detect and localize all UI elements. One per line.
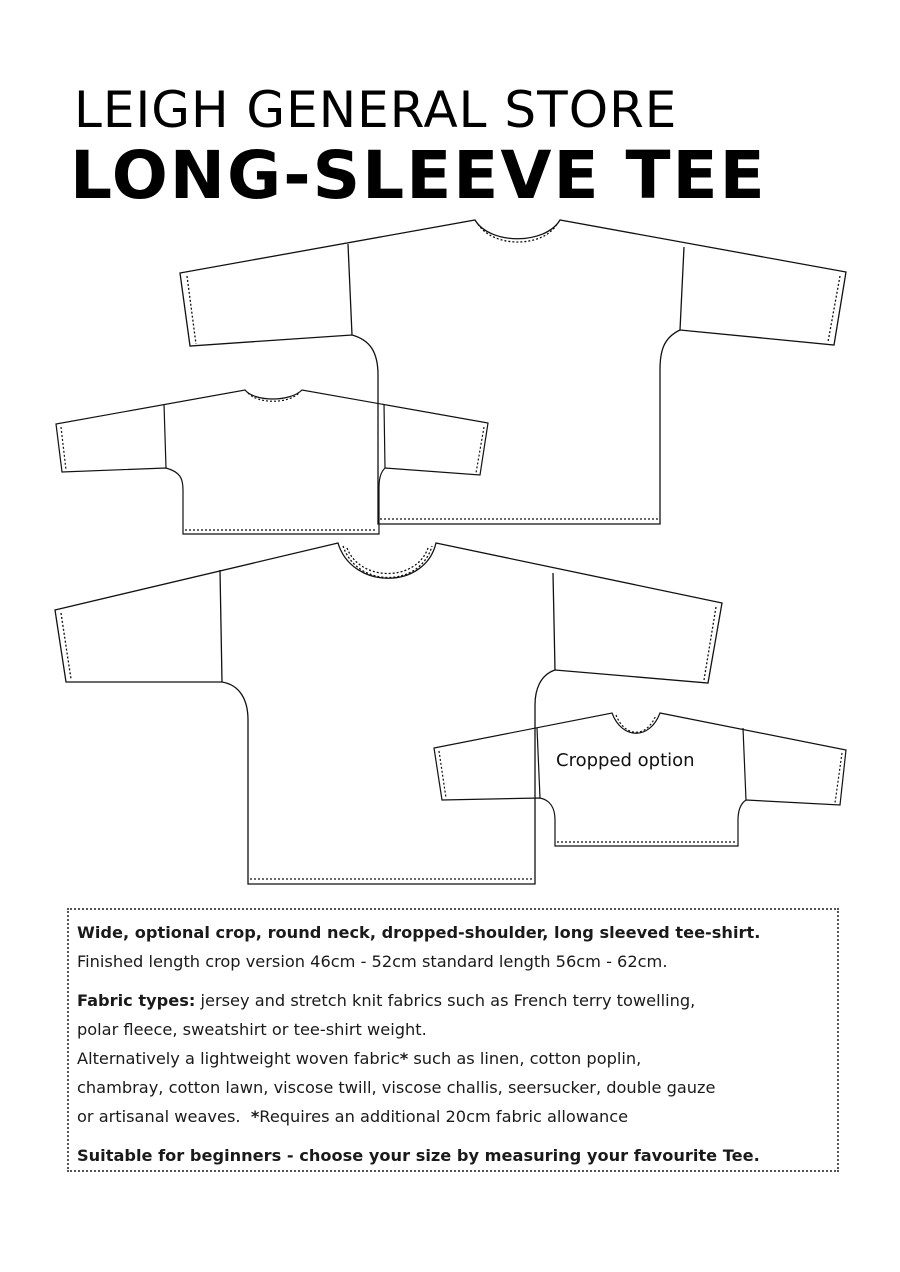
- fabric-types-heading: Fabric types:: [77, 991, 196, 1010]
- woven-fabric-line-2: chambray, cotton lawn, viscose twill, viscose challis, seersucker, double gauze: [77, 1078, 716, 1097]
- woven-fabric-line-3: or artisanal weaves. *Requires an additional 20cm fabric allowance: [77, 1107, 629, 1126]
- garment-illustrations: [0, 200, 900, 900]
- description-headline: Wide, optional crop, round neck, dropped-shoulder, long sleeved tee-shirt.: [77, 923, 761, 942]
- cropped-tee-front-drawing: [434, 713, 846, 846]
- cropped-tee-back-drawing: [56, 390, 488, 534]
- cropped-option-label: Cropped option: [556, 750, 695, 771]
- suitability-note: Suitable for beginners - choose your size by measuring your favourite Tee.: [77, 1146, 760, 1165]
- tee-front-view-drawing: [55, 543, 722, 884]
- pattern-title: LONG-SLEEVE TEE: [70, 137, 767, 214]
- brand-name: LEIGH GENERAL STORE: [74, 81, 678, 139]
- fabric-types-line-2: polar fleece, sweatshirt or tee-shirt weight.: [77, 1020, 427, 1039]
- tee-back-view-drawing: [180, 220, 846, 524]
- woven-fabric-line: Alternatively a lightweight woven fabric* such as linen, cotton poplin,: [77, 1049, 642, 1068]
- fabric-types-line: Fabric types: jersey and stretch knit fabrics such as French terry towelling,: [77, 991, 696, 1010]
- pattern-description-box: [67, 908, 839, 1172]
- finished-length-text: Finished length crop version 46cm - 52cm standard length 56cm - 62cm.: [77, 952, 668, 971]
